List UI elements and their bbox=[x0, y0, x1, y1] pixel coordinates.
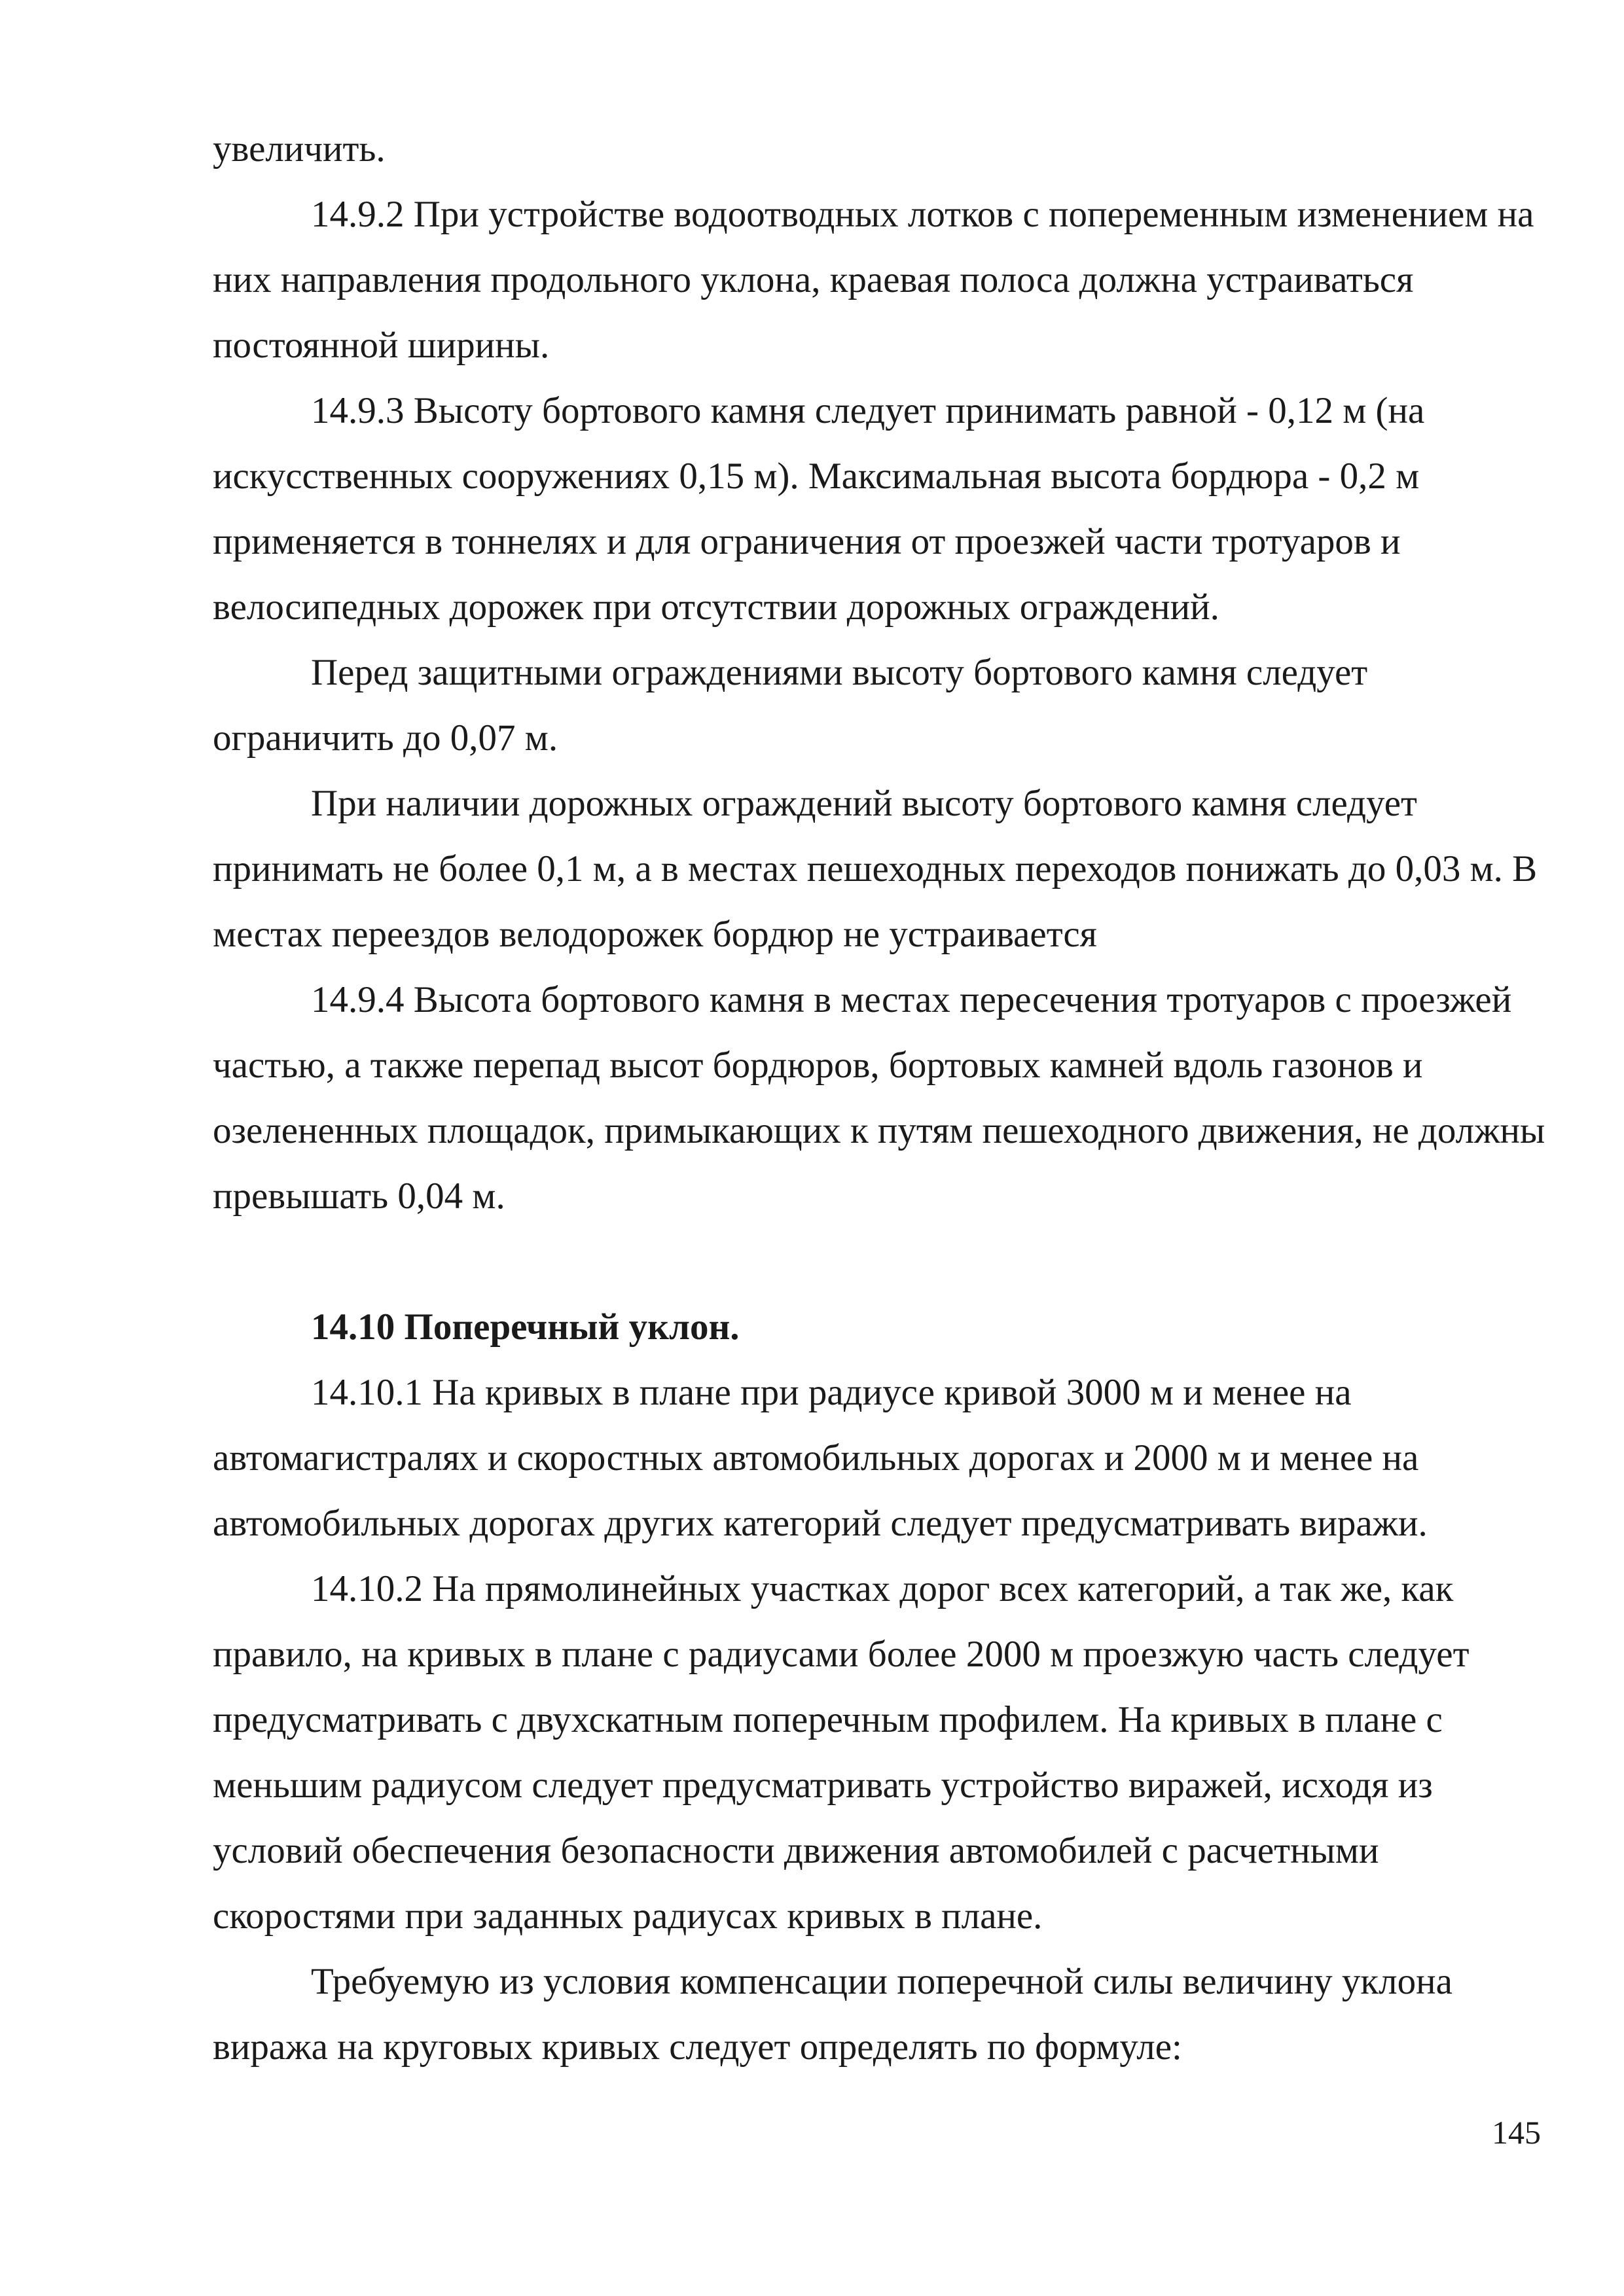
paragraph-14-9-4: 14.9.4 Высота бортового камня в местах пересечения тротуаров с проезжей частью, а также перепад высот бордюров, бортовых камней вдоль газонов и озелененных площадок, примыкающих к путям пешеходного движения, не должны превышать 0,04 м. bbox=[213, 979, 1545, 1217]
paragraph-superelevation-formula-intro: Требуемую из условия компенсации поперечной силы величину уклона виража на круговых кривых следует определять по формуле: bbox=[213, 1961, 1453, 2068]
body-text bbox=[213, 117, 1548, 2080]
section-heading-14-10: 14.10 Поперечный уклон. bbox=[311, 1306, 740, 1348]
paragraph-14-10-1: 14.10.1 На кривых в плане при радиусе кривой 3000 м и менее на автомагистралях и скоростных автомобильных дорогах и 2000 м и менее на автомобильных дорогах других категорий следует предусматривать виражи. bbox=[213, 1372, 1428, 1544]
page-number: 145 bbox=[1492, 2114, 1541, 2151]
paragraph-continuation: увеличить. bbox=[213, 128, 386, 170]
paragraph-protective-barriers: Перед защитными ограждениями высоту бортового камня следует ограничить до 0,07 м. bbox=[213, 652, 1368, 759]
paragraph-14-9-2: 14.9.2 При устройстве водоотводных лотков с попеременным изменением на них направления продольного уклона, краевая полоса должна устраиваться постоянной ширины. bbox=[213, 194, 1534, 366]
paragraph-14-10-2: 14.10.2 На прямолинейных участках дорог всех категорий, а так же, как правило, на кривых в плане с радиусами более 2000 м проезжую часть следует предусматривать с двухскатным поперечным профилем. На кривых в плане с меньшим радиусом следует предусматривать устройство виражей, исходя из условий обеспечения безопасности движения автомобилей с расчетными скоростями при заданных радиусах кривых в плане. bbox=[213, 1568, 1470, 1937]
paragraph-road-barriers: При наличии дорожных ограждений высоту бортового камня следует принимать не более 0,1 м, а в местах пешеходных переходов понижать до 0,03 м. В местах переездов велодорожек бордюр не устраивается bbox=[213, 783, 1538, 955]
paragraph-14-9-3: 14.9.3 Высоту бортового камня следует принимать равной - 0,12 м (на искусственных сооружениях 0,15 м). Максимальная высота бордюра - 0,2 м применяется в тоннелях и для ограничения от проезжей части тротуаров и велосипедных дорожек при отсутствии дорожных ограждений. bbox=[213, 390, 1425, 628]
